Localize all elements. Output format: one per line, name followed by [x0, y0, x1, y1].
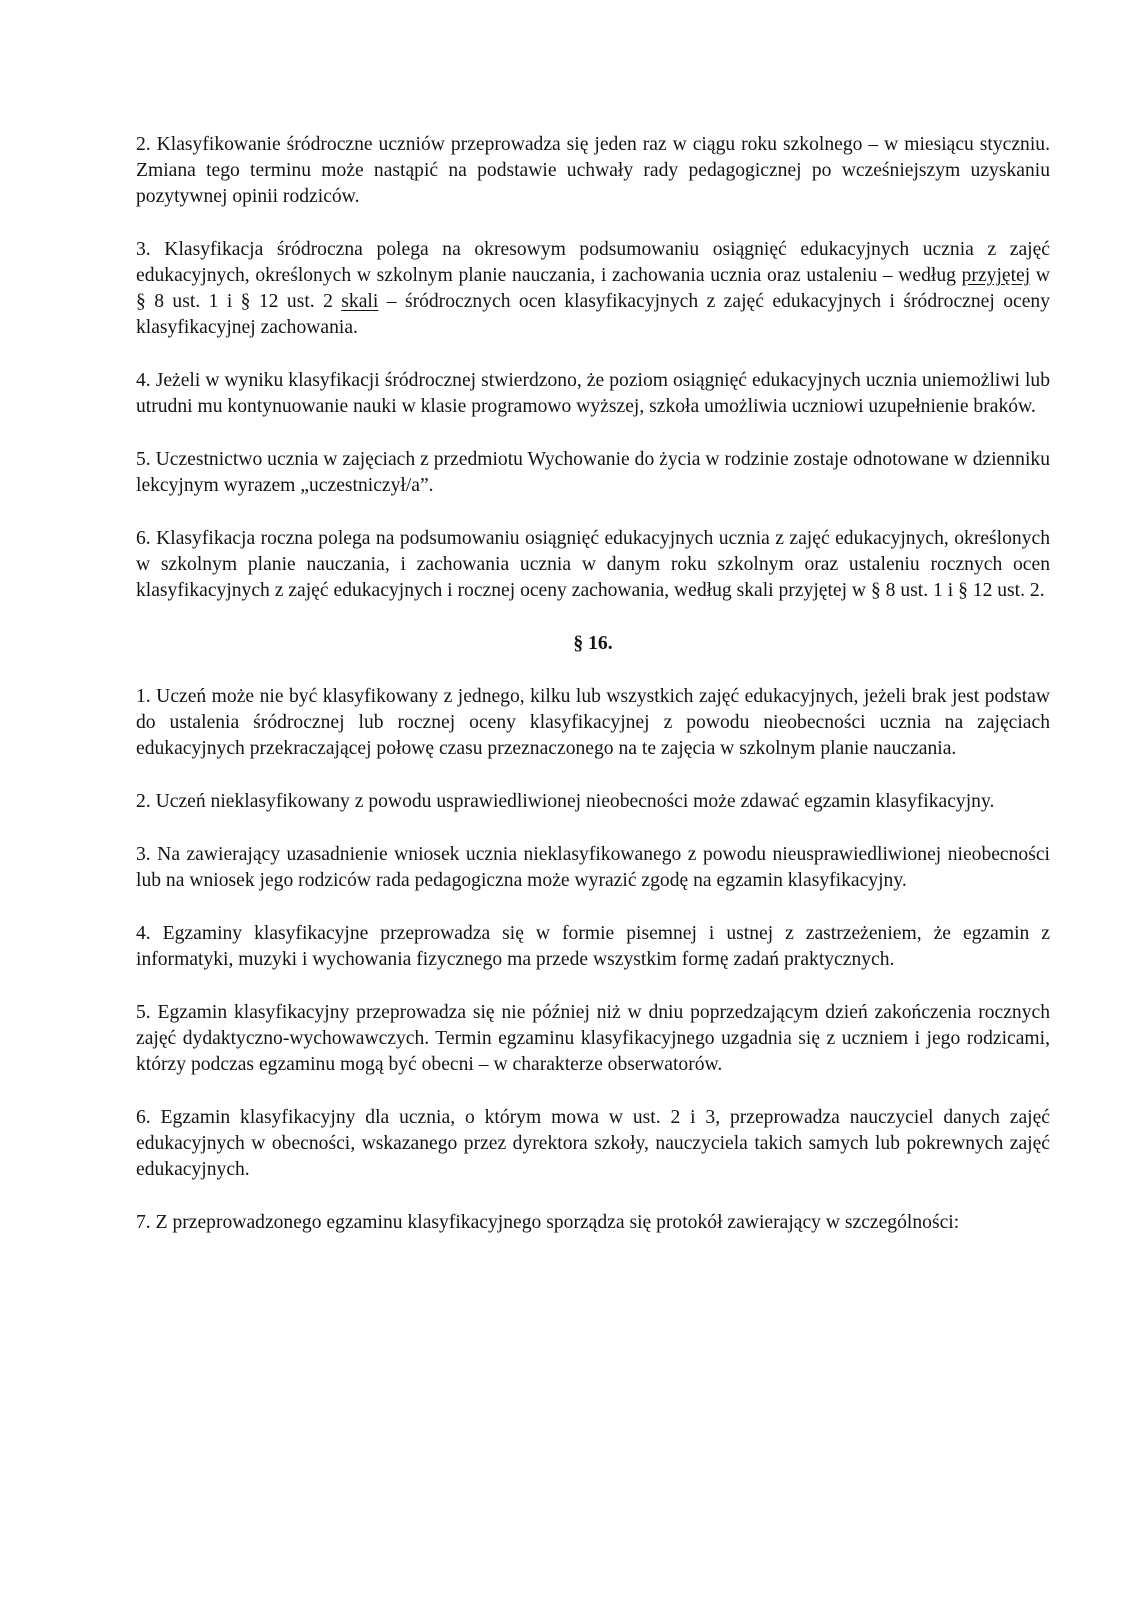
paragraph-15-5: 5. Uczestnictwo ucznia w zajęciach z przedmiotu Wychowanie do życia w rodzinie zostaje odnotowane w dzienniku lekcyjnym wyrazem „uczestniczył/a”. — [136, 449, 1050, 496]
paragraph-15-2: 2. Klasyfikowanie śródroczne uczniów przeprowadza się jeden raz w ciągu roku szkolnego – w miesiącu styczniu. Zmiana tego terminu może nastąpić na podstawie uchwały rady pedagogicznej po wcześniejszym uzyskaniu pozytywnej opinii rodziców. — [136, 134, 1050, 207]
paragraph-15-3 — [136, 237, 1050, 341]
paragraph-15-3-part1: 3. Klasyfikacja śródroczna polega na okresowym podsumowaniu osiągnięć edukacyjnych ucznia z zajęć edukacyjnych, określonych w szkolnym planie nauczania, i zachowania ucznia oraz ustaleniu – według — [136, 239, 1050, 286]
paragraph-16-1: 1. Uczeń może nie być klasyfikowany z jednego, kilku lub wszystkich zajęć edukacyjnych, jeżeli brak jest podstaw do ustalenia śródrocznej lub rocznej oceny klasyfikacyjnej z powodu nieobecności ucznia na zajęciach edukacyjnych przekraczającej połowę czasu przeznaczonego na te zajęcia w szkolnym planie nauczania. — [136, 686, 1050, 759]
paragraph-16-6: 6. Egzamin klasyfikacyjny dla ucznia, o którym mowa w ust. 2 i 3, przeprowadza nauczyciel danych zajęć edukacyjnych w obecności, wskazanego przez dyrektora szkoły, nauczyciela takich samych lub pokrewnych zajęć edukacyjnych. — [136, 1107, 1050, 1180]
paragraph-15-3-part2: w § 8 ust. 1 i § 12 ust. 2 — [136, 265, 1050, 312]
document-body — [136, 132, 1050, 1236]
paragraph-15-3-part3: – śródrocznych ocen klasyfikacyjnych z zajęć edukacyjnych i śródrocznej oceny klasyfikacyjnej zachowania. — [136, 291, 1050, 338]
section-heading-16: § 16. — [573, 633, 613, 654]
underlined-word-skali: skali — [341, 291, 379, 312]
paragraph-16-3: 3. Na zawierający uzasadnienie wniosek ucznia nieklasyfikowanego z powodu nieusprawiedliwionej nieobecności lub na wniosek jego rodziców rada pedagogiczna może wyrazić zgodę na egzamin klasyfikacyjny. — [136, 844, 1050, 891]
paragraph-15-4: 4. Jeżeli w wyniku klasyfikacji śródrocznej stwierdzono, że poziom osiągnięć edukacyjnych ucznia uniemożliwi lub utrudni mu kontynuowanie nauki w klasie programowo wyższej, szkoła umożliwia uczniowi uzupełnienie braków. — [136, 370, 1050, 417]
paragraph-16-4: 4. Egzaminy klasyfikacyjne przeprowadza się w formie pisemnej i ustnej z zastrzeżeniem, że egzamin z informatyki, muzyki i wychowania fizycznego ma przede wszystkim formę zadań praktycznych. — [136, 923, 1050, 970]
paragraph-16-7: 7. Z przeprowadzonego egzaminu klasyfikacyjnego sporządza się protokół zawierający w szczególności: — [136, 1212, 960, 1233]
paragraph-16-5: 5. Egzamin klasyfikacyjny przeprowadza się nie później niż w dniu poprzedzającym dzień zakończenia rocznych zajęć dydaktyczno-wychowawczych. Termin egzaminu klasyfikacyjnego uzgadnia się z uczniem i jego rodzicami, którzy podczas egzaminu mogą być obecni – w charakterze obserwatorów. — [136, 1002, 1050, 1075]
underlined-word-przyjetej: przyjętej — [961, 265, 1031, 286]
paragraph-15-6: 6. Klasyfikacja roczna polega na podsumowaniu osiągnięć edukacyjnych ucznia z zajęć edukacyjnych, określonych w szkolnym planie nauczania, i zachowania ucznia w danym roku szkolnym oraz ustaleniu rocznych ocen klasyfikacyjnych z zajęć edukacyjnych i rocznej oceny zachowania, według skali przyjętej w § 8 ust. 1 i § 12 ust. 2. — [136, 528, 1050, 601]
paragraph-16-2: 2. Uczeń nieklasyfikowany z powodu usprawiedliwionej nieobecności może zdawać egzamin klasyfikacyjny. — [136, 791, 995, 812]
